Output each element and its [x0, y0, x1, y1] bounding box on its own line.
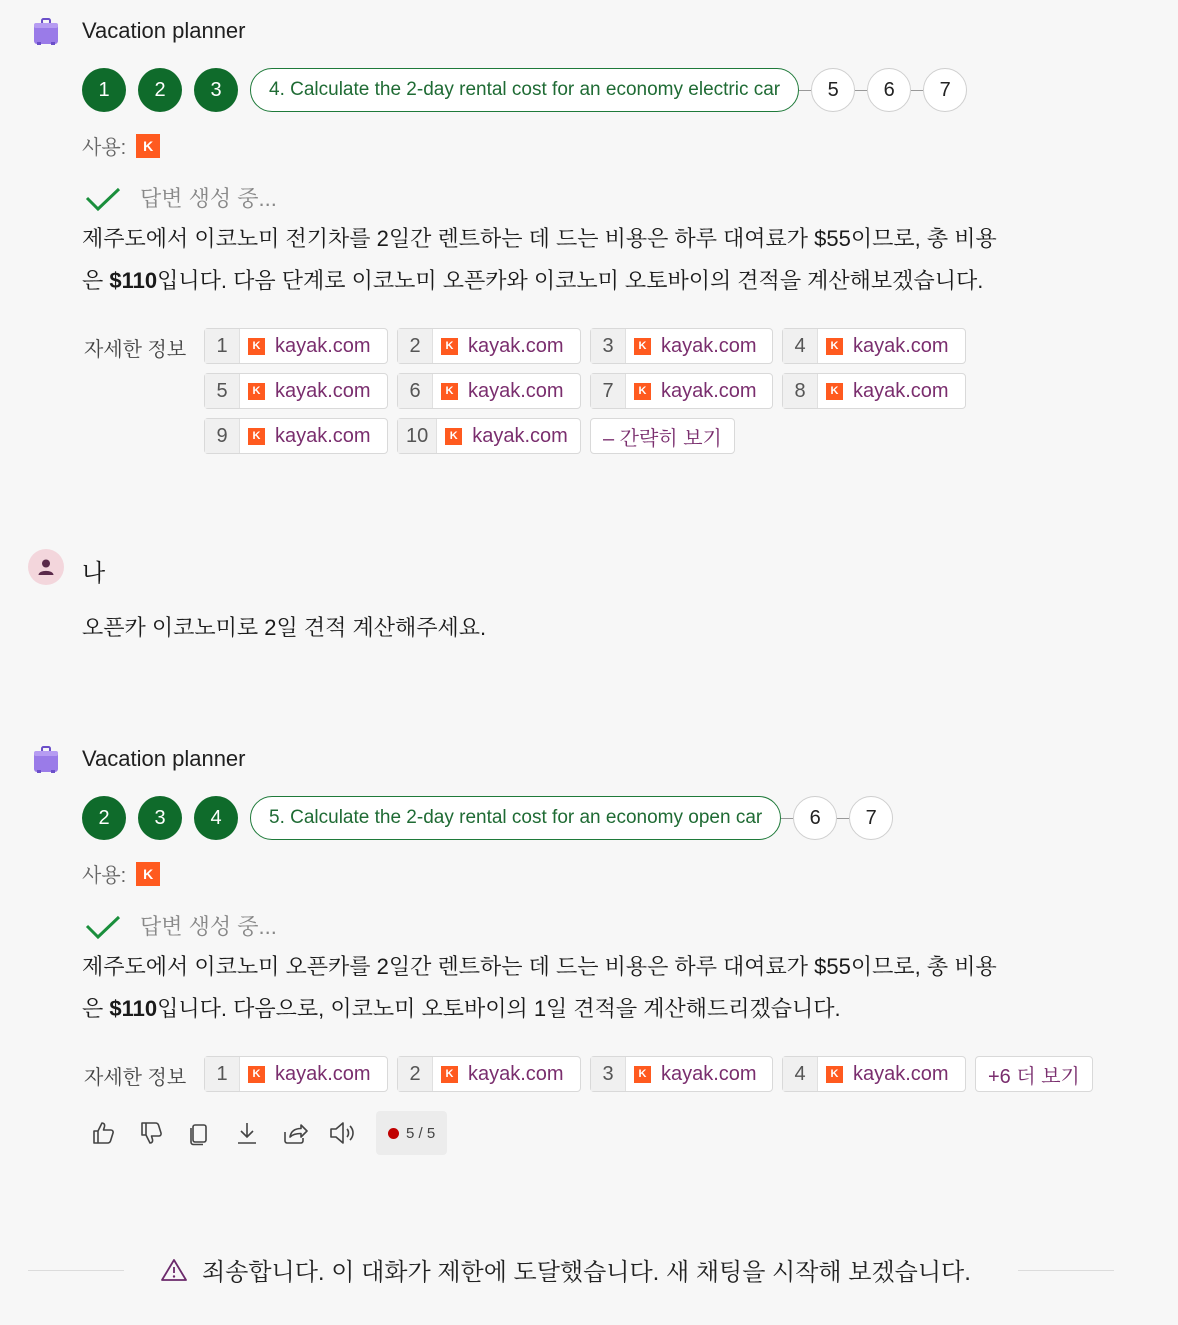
kayak-logo-icon: K — [634, 1066, 651, 1083]
step-done[interactable]: 2 — [82, 796, 126, 840]
divider — [28, 1270, 124, 1271]
limit-notice-text: 죄송합니다. 이 대화가 제한에 도달했습니다. 새 채팅을 시작해 보겠습니다. — [202, 1259, 971, 1286]
user-message-text: 오픈카 이코노미로 2일 견적 계산해주세요. — [82, 615, 487, 640]
source-number: 3 — [591, 1057, 626, 1091]
source-number: 1 — [205, 1057, 240, 1091]
person-icon — [37, 558, 55, 576]
step-active[interactable]: 4. Calculate the 2-day rental cost for an economy electric car — [250, 68, 799, 112]
details-label: 자세한 정보 — [84, 339, 187, 361]
source-chip[interactable] — [590, 373, 773, 409]
response-counter — [376, 1111, 447, 1155]
step-done[interactable]: 4 — [194, 796, 238, 840]
avatar — [28, 549, 64, 585]
source-number: 8 — [783, 374, 818, 408]
source-chip[interactable] — [590, 328, 773, 364]
source-chip[interactable] — [204, 418, 388, 454]
step-done[interactable]: 1 — [82, 68, 126, 112]
kayak-logo-icon: K — [634, 338, 651, 355]
step-done[interactable]: 3 — [194, 68, 238, 112]
bot-name: Vacation planner — [82, 746, 246, 771]
source-number: 2 — [398, 329, 433, 363]
source-number: 10 — [398, 419, 437, 453]
source-chip[interactable] — [397, 373, 581, 409]
source-chip[interactable] — [397, 418, 581, 454]
source-domain: kayak.com — [468, 334, 564, 357]
user-name: 나 — [82, 560, 106, 587]
source-number: 9 — [205, 419, 240, 453]
source-number: 3 — [591, 329, 626, 363]
download-icon[interactable] — [232, 1118, 262, 1148]
source-number: 1 — [205, 329, 240, 363]
show-more-sources-button[interactable]: +6 더 보기 — [975, 1056, 1093, 1092]
kayak-logo-icon: K — [248, 383, 265, 400]
details-label: 자세한 정보 — [84, 1067, 187, 1089]
step-connector — [799, 90, 811, 91]
source-domain: kayak.com — [275, 1062, 371, 1085]
generating-status — [84, 910, 277, 941]
uses-row — [82, 131, 160, 160]
answer-text — [82, 946, 1112, 1030]
copy-icon[interactable] — [184, 1118, 214, 1148]
source-domain: kayak.com — [853, 379, 949, 402]
source-number: 4 — [783, 1057, 818, 1091]
source-domain: kayak.com — [468, 379, 564, 402]
uses-label: 사용: — [82, 865, 127, 887]
kayak-logo-icon: K — [826, 338, 843, 355]
generating-status — [84, 182, 277, 213]
step-todo[interactable]: 7 — [849, 796, 893, 840]
uses-row — [82, 859, 160, 888]
share-icon[interactable] — [280, 1118, 310, 1148]
kayak-logo-icon: K — [826, 383, 843, 400]
source-chip[interactable] — [782, 328, 966, 364]
source-chip[interactable] — [782, 373, 966, 409]
message-actions — [88, 1111, 447, 1155]
kayak-logo-icon: K — [441, 383, 458, 400]
answer-line — [82, 988, 1112, 1030]
source-domain: kayak.com — [661, 1062, 757, 1085]
answer-text-part: 은 — [82, 268, 110, 293]
source-domain: kayak.com — [275, 334, 371, 357]
source-chip[interactable] — [590, 1056, 773, 1092]
answer-text-part: 입니다. 다음으로, 이코노미 오토바이의 1일 견적을 계산해드리겠습니다. — [157, 996, 841, 1021]
step-todo[interactable]: 7 — [923, 68, 967, 112]
answer-text-part: 은 — [82, 996, 110, 1021]
step-connector — [911, 90, 923, 91]
answer-line: 제주도에서 이코노미 전기차를 2일간 렌트하는 데 드는 비용은 하루 대여료가 $55이므로, 총 비용 — [82, 226, 997, 251]
kayak-logo-icon: K — [136, 862, 160, 886]
source-domain: kayak.com — [853, 334, 949, 357]
divider — [1018, 1270, 1114, 1271]
step-todo[interactable]: 5 — [811, 68, 855, 112]
kayak-logo-icon: K — [136, 134, 160, 158]
step-connector — [855, 90, 867, 91]
step-todo[interactable]: 6 — [793, 796, 837, 840]
answer-text — [82, 218, 1112, 302]
source-domain: kayak.com — [275, 379, 371, 402]
kayak-logo-icon: K — [445, 428, 462, 445]
collapse-sources-button[interactable]: – 간략히 보기 — [590, 418, 735, 454]
kayak-logo-icon: K — [248, 1066, 265, 1083]
speaker-icon[interactable] — [328, 1118, 358, 1148]
answer-price: $110 — [109, 268, 158, 293]
step-done[interactable]: 2 — [138, 68, 182, 112]
plan-steps — [82, 796, 893, 840]
kayak-logo-icon: K — [634, 383, 651, 400]
kayak-logo-icon: K — [826, 1066, 843, 1083]
check-icon — [84, 183, 122, 213]
source-chip[interactable] — [204, 1056, 388, 1092]
limit-notice — [160, 1252, 971, 1287]
suitcase-icon — [31, 745, 61, 775]
answer-price: $110 — [109, 996, 158, 1021]
source-number: 6 — [398, 374, 433, 408]
source-chip[interactable] — [204, 373, 388, 409]
kayak-logo-icon: K — [248, 428, 265, 445]
thumbs-up-icon[interactable] — [88, 1118, 118, 1148]
kayak-logo-icon: K — [441, 1066, 458, 1083]
source-number: 4 — [783, 329, 818, 363]
check-icon — [84, 911, 122, 941]
plan-steps — [82, 68, 967, 112]
source-domain: kayak.com — [853, 1062, 949, 1085]
source-number: 5 — [205, 374, 240, 408]
answer-text-part: 입니다. 다음 단계로 이코노미 오픈카와 이코노미 오토바이의 견적을 계산해보겠습니다. — [157, 268, 984, 293]
kayak-logo-icon: K — [441, 338, 458, 355]
answer-line: 제주도에서 이코노미 오픈카를 2일간 렌트하는 데 드는 비용은 하루 대여료가 $55이므로, 총 비용 — [82, 954, 997, 979]
step-connector — [837, 818, 849, 819]
step-connector — [781, 818, 793, 819]
source-domain: kayak.com — [661, 334, 757, 357]
source-chip[interactable] — [782, 1056, 966, 1092]
source-chip[interactable] — [204, 328, 388, 364]
step-active[interactable]: 5. Calculate the 2-day rental cost for an economy open car — [250, 796, 781, 840]
source-domain: kayak.com — [661, 379, 757, 402]
record-dot-icon — [388, 1128, 399, 1139]
step-done[interactable]: 3 — [138, 796, 182, 840]
kayak-logo-icon: K — [248, 338, 265, 355]
source-domain: kayak.com — [472, 424, 568, 447]
source-number: 7 — [591, 374, 626, 408]
source-chip[interactable] — [397, 1056, 581, 1092]
uses-label: 사용: — [82, 137, 127, 159]
response-count: 5 / 5 — [406, 1124, 436, 1142]
generating-label: 답변 생성 중... — [140, 914, 277, 939]
step-todo[interactable]: 6 — [867, 68, 911, 112]
source-number: 2 — [398, 1057, 433, 1091]
answer-line — [82, 260, 1112, 302]
warning-icon — [160, 1257, 188, 1283]
generating-label: 답변 생성 중... — [140, 186, 277, 211]
suitcase-icon — [31, 17, 61, 47]
thumbs-down-icon[interactable] — [136, 1118, 166, 1148]
source-chip[interactable] — [397, 328, 581, 364]
source-domain: kayak.com — [275, 424, 371, 447]
bot-name: Vacation planner — [82, 18, 246, 43]
source-domain: kayak.com — [468, 1062, 564, 1085]
